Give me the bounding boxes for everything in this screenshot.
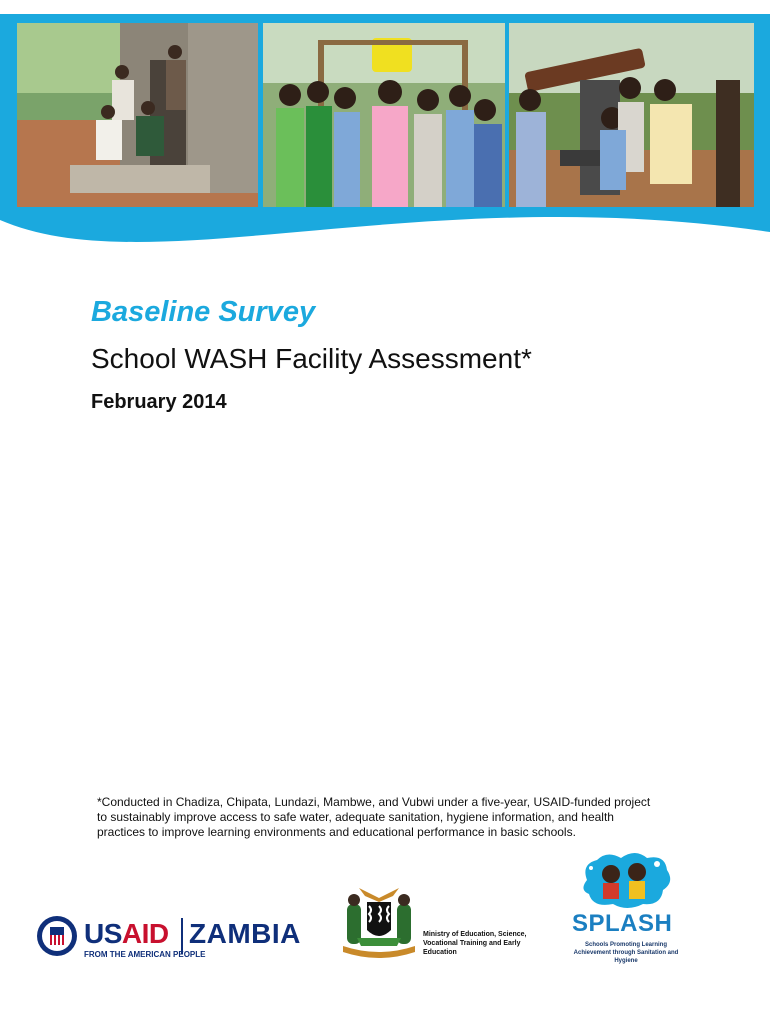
handwashing-photo: [263, 23, 505, 207]
document-date: February 2014: [91, 391, 227, 413]
splash-tagline: Schools Promoting Learning Achievement through Sanitation and Hygiene: [573, 942, 679, 964]
ministry-name: Ministry of Education, Science, Vocational Training and Early Education: [423, 931, 527, 956]
splash-children-icon: [577, 850, 677, 912]
survey-type-heading: Baseline Survey: [91, 296, 316, 328]
latrine-photo: [17, 23, 258, 207]
water-pump-photo: [509, 23, 754, 207]
cover-title-block: [91, 296, 532, 414]
splash-logo: [562, 850, 692, 964]
document-title: School WASH Facility Assessment*: [91, 343, 532, 374]
splash-wordmark: SPLASH: [572, 910, 673, 937]
usaid-tagline: FROM THE AMERICAN PEOPLE: [84, 950, 206, 959]
zambia-coat-of-arms-icon: [337, 882, 421, 960]
partner-logos: [0, 850, 770, 1024]
usaid-country-name: ZAMBIA: [189, 918, 301, 949]
usaid-separator: [181, 918, 183, 954]
cover-photo-banner: [0, 0, 770, 270]
cover-footnote: *Conducted in Chadiza, Chipata, Lundazi, Mambwe, and Vubwi under a five-year, USAID-funded project to sustainably improve access to safe water, adequate sanitation, hygiene information, and health practices to improve learning environments and educational performance in basic schools.: [97, 795, 651, 839]
usaid-seal-icon: [36, 915, 78, 957]
usaid-wordmark: USAID: [84, 918, 169, 949]
usaid-zambia-logo: [36, 910, 316, 962]
